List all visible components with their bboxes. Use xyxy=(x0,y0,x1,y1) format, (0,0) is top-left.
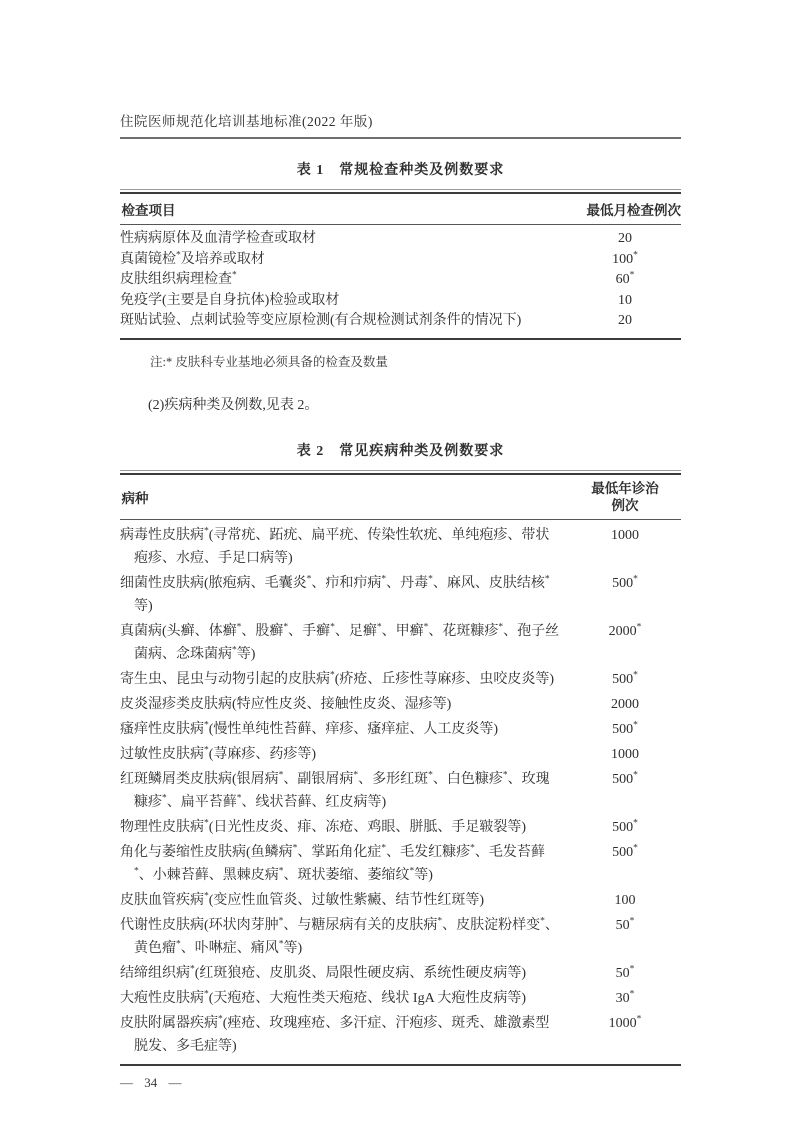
exam-item: 斑贴试验、点刺试验等变应原检测(有合规检测试剂条件的情况下) xyxy=(120,313,522,328)
disease-item: 皮炎湿疹类皮肤病(特应性皮炎、接触性皮炎、湿疹等) xyxy=(120,696,452,712)
table-row xyxy=(120,250,681,271)
disease-value: 500* xyxy=(612,669,638,687)
table-row xyxy=(120,572,681,618)
disease-value: 2000* xyxy=(608,621,642,639)
disease-value: 50* xyxy=(615,915,635,933)
exam-item: 性病病原体及血清学检查或取材 xyxy=(120,231,316,246)
disease-item: 寄生虫、昆虫与动物引起的皮肤病*(疥疮、丘疹性荨麻疹、虫咬皮炎等) xyxy=(120,669,555,687)
exam-value: 10 xyxy=(618,292,632,308)
table2 xyxy=(120,470,681,1066)
disease-item: 物理性皮肤病*(日光性皮炎、痱、冻疮、鸡眼、胼胝、手足皲裂等) xyxy=(120,817,527,835)
table-row xyxy=(120,768,681,814)
table1-header-row xyxy=(120,194,681,225)
exam-value: 60* xyxy=(615,270,635,287)
disease-item: 瘙痒性皮肤病*(慢性单纯性苔藓、痒疹、瘙痒症、人工皮炎等) xyxy=(120,719,499,737)
table-row xyxy=(120,668,681,691)
disease-value: 2000 xyxy=(611,696,639,712)
table1-body xyxy=(120,225,681,340)
disease-item: 病毒性皮肤病*(寻常疣、跖疣、扁平疣、传染性软疣、单纯疱疹、带状疱疹、水痘、手足口病等) xyxy=(120,525,550,566)
exam-value: 100* xyxy=(612,249,638,267)
table1 xyxy=(120,189,681,340)
disease-value: 1000* xyxy=(608,1013,642,1031)
col-value-header-line1: 最低年诊治 xyxy=(591,480,659,496)
disease-value: 1000 xyxy=(611,527,639,543)
running-header: 住院医师规范化培训基地标准(2022 年版) xyxy=(120,110,681,139)
table-row xyxy=(120,816,681,839)
disease-value: 500* xyxy=(612,573,638,591)
table1-title: 表 1 常规检查种类及例数要求 xyxy=(296,163,505,178)
disease-value: 500* xyxy=(612,769,638,787)
table-row xyxy=(120,524,681,570)
disease-item: 过敏性皮肤病*(荨麻疹、药疹等) xyxy=(120,744,317,762)
table1-col-value-header: 最低月检查例次 xyxy=(586,203,681,218)
disease-value: 100 xyxy=(614,892,636,908)
col-value-header-line2: 例次 xyxy=(611,497,639,513)
exam-item: 免疫学(主要是自身抗体)检验或取材 xyxy=(120,292,340,308)
paragraph-2: (2)疾病种类及例数,见表 2。 xyxy=(148,397,319,413)
disease-value: 50* xyxy=(615,963,635,981)
table-row xyxy=(120,1012,681,1058)
disease-value: 1000 xyxy=(611,746,639,762)
table2-col-value-header xyxy=(569,480,681,514)
disease-item: 角化与萎缩性皮肤病(鱼鳞病*、掌跖角化症*、毛发红糠疹*、毛发苔藓*、小棘苔藓、黑棘皮病*、斑状萎缩、萎缩纹*等) xyxy=(120,842,545,883)
table-row xyxy=(120,743,681,766)
table-row xyxy=(120,718,681,741)
disease-item: 代谢性皮肤病(环状肉芽肿*、与糖尿病有关的皮肤病*、皮肤淀粉样变*、黄色瘤*、卟啉症、痛风*等) xyxy=(120,915,559,956)
table-row xyxy=(120,889,681,912)
table-row xyxy=(120,229,681,250)
exam-value: 20 xyxy=(618,231,632,246)
table-row xyxy=(120,693,681,716)
page-number: — 34 — xyxy=(120,1074,182,1090)
disease-item: 大疱性皮肤病*(天疱疮、大疱性类天疱疮、线状 IgA 大疱性皮病等) xyxy=(120,988,527,1006)
disease-value: 500* xyxy=(612,842,638,860)
table-row xyxy=(120,620,681,666)
disease-item: 皮肤血管疾病*(变应性血管炎、过敏性紫癜、结节性红斑等) xyxy=(120,890,485,908)
disease-value: 30* xyxy=(615,988,635,1006)
disease-item: 红斑鳞屑类皮肤病(银屑病*、副银屑病*、多形红斑*、白色糠疹*、玫瑰糠疹*、扁平苔藓*、线状苔藓、红皮病等) xyxy=(120,769,550,810)
table-row xyxy=(120,841,681,887)
disease-item: 细菌性皮肤病(脓疱病、毛囊炎*、疖和疖病*、丹毒*、麻风、皮肤结核*等) xyxy=(120,573,550,614)
disease-item: 结缔组织病*(红斑狼疮、皮肌炎、局限性硬皮病、系统性硬皮病等) xyxy=(120,963,527,981)
table2-col-item-header: 病种 xyxy=(121,490,149,506)
table-row xyxy=(120,270,681,291)
disease-item: 皮肤附属器疾病*(痤疮、玫瑰痤疮、多汗症、汗疱疹、斑秃、雄激素型脱发、多毛症等) xyxy=(120,1013,550,1054)
disease-value: 500* xyxy=(612,719,638,737)
table2-title: 表 2 常见疾病种类及例数要求 xyxy=(296,443,505,459)
table-row xyxy=(120,962,681,985)
table-row xyxy=(120,987,681,1010)
table2-body xyxy=(120,520,681,1066)
table-row xyxy=(120,291,681,312)
table1-note: 注:* 皮肤科专业基地必须具备的检查及数量 xyxy=(150,354,388,369)
exam-item: 皮肤组织病理检查* xyxy=(120,270,237,287)
exam-item: 真菌镜检*及培养或取材 xyxy=(120,249,265,267)
table-row xyxy=(120,914,681,960)
table2-header-row xyxy=(120,475,681,520)
disease-item: 真菌病(头癣、体癣*、股癣*、手癣*、足癣*、甲癣*、花斑糠疹*、孢子丝菌病、念珠菌病*等) xyxy=(120,621,560,662)
table1-col-item-header: 检查项目 xyxy=(121,203,176,218)
disease-value: 500* xyxy=(612,817,638,835)
table-row xyxy=(120,311,681,332)
exam-value: 20 xyxy=(618,313,632,328)
